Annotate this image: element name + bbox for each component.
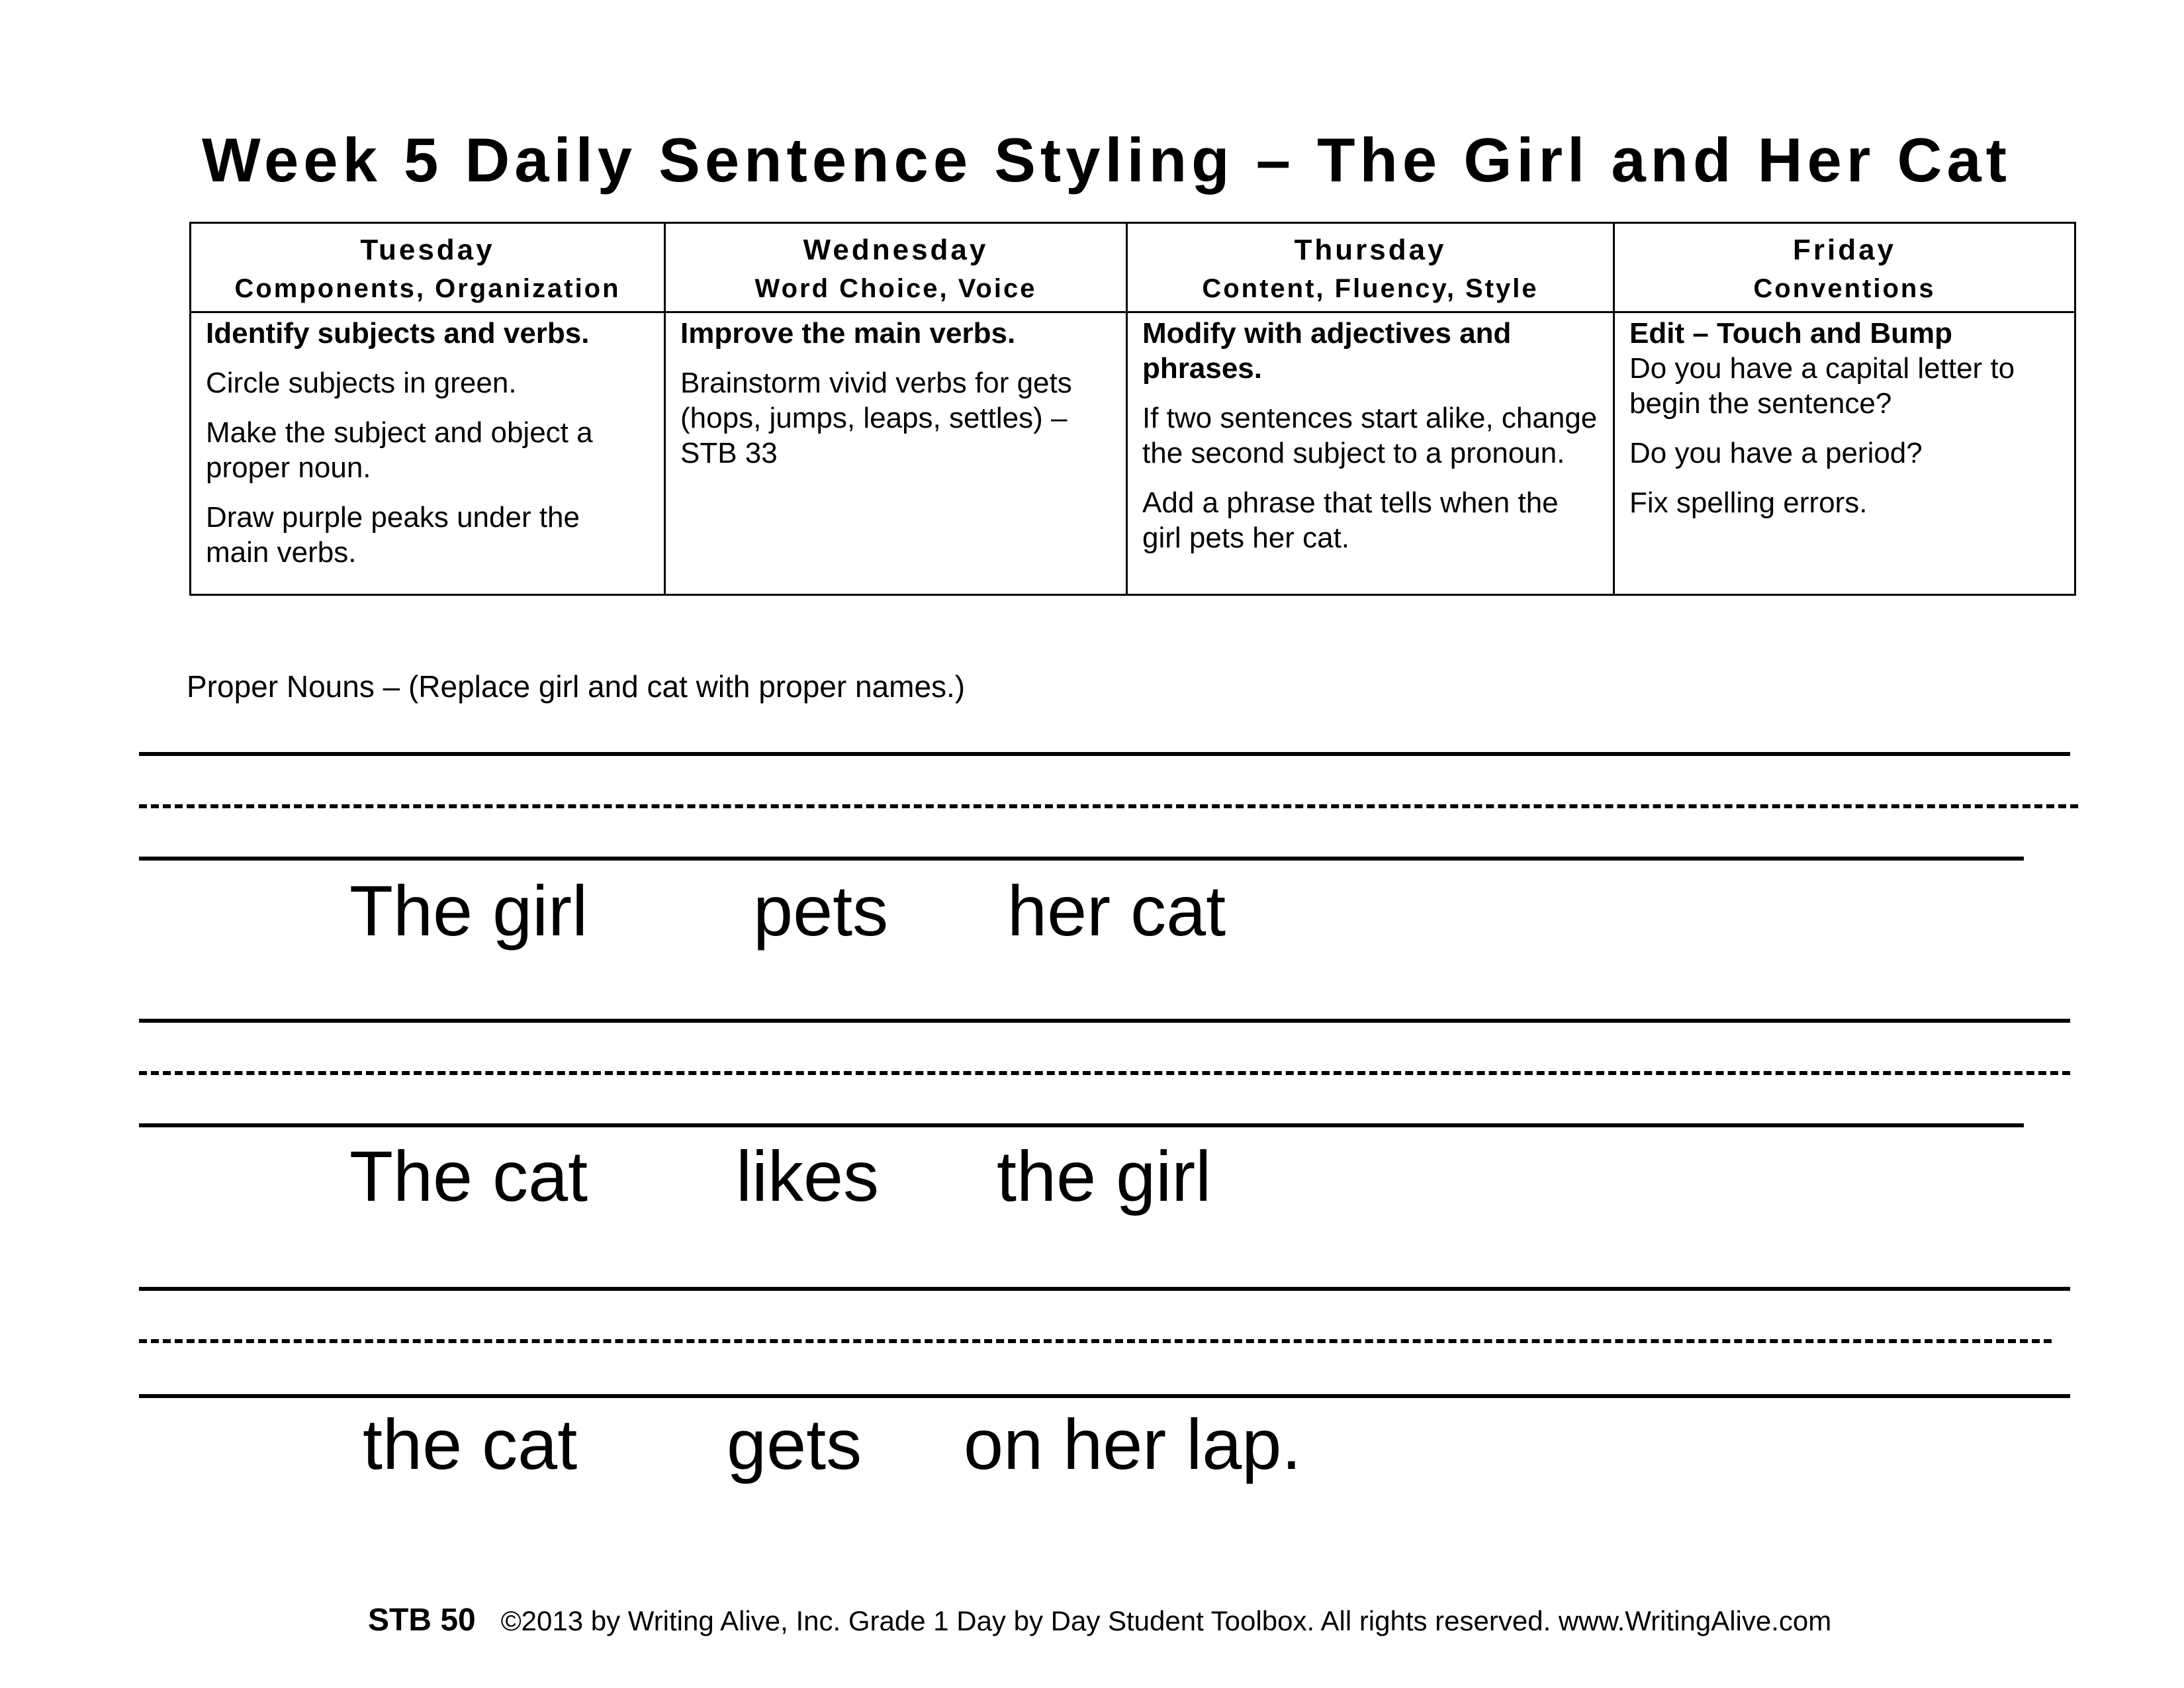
task-heading: Edit – Touch and Bump [1629,317,1953,350]
task-heading: Modify with adjectives and phrases. [1142,317,1512,385]
day-label: Wednesday [803,234,989,266]
writing-base-line [139,857,2024,861]
header-wednesday [665,223,1127,312]
weekly-plan-table [189,222,2076,596]
writing-top-line [139,1019,2070,1023]
cell-friday [1614,312,2075,595]
sentence-verb: pets [753,870,889,951]
instruction: If two sentences start alike, change the second subject to a pronoun. [1142,402,1598,469]
cell-thursday [1127,312,1614,595]
footer [368,1602,1831,1638]
sentence-verb: likes [736,1136,880,1216]
header-thursday [1127,223,1614,312]
sentence-subject: the cat [363,1404,578,1484]
day-label: Tuesday [360,234,495,266]
instruction: Brainstorm vivid verbs for gets (hops, jumps, leaps, settles) – STB 33 [680,367,1072,469]
instruction: Fix spelling errors. [1629,487,1868,519]
writing-top-line [139,752,2070,756]
header-tuesday [191,223,665,312]
sentence-rest: her cat [1007,870,1226,951]
copyright-text: ©2013 by Writing Alive, Inc. Grade 1 Day by Day Student Toolbox. All rights reserved. www.WritingAlive.com [500,1605,1832,1636]
writing-top-line [139,1287,2070,1291]
focus-label: Components, Organization [234,274,621,303]
focus-label: Content, Fluency, Style [1202,274,1539,303]
task-heading: Improve the main verbs. [680,317,1016,350]
page-code: STB 50 [368,1603,476,1638]
instruction: Add a phrase that tells when the girl pets her cat. [1142,487,1559,554]
task-heading: Identify subjects and verbs. [206,317,590,350]
page-title: Week 5 Daily Sentence Styling – The Girl and Her Cat [202,125,2011,195]
instruction: Circle subjects in green. [206,367,517,399]
table-header-row [191,223,2075,312]
instruction: Do you have a period? [1629,437,1923,469]
table-body-row [191,312,2075,595]
cell-tuesday [191,312,665,595]
day-label: Thursday [1294,234,1447,266]
focus-label: Conventions [1753,274,1936,303]
instruction: Do you have a capital letter to begin the sentence? [1629,352,2015,420]
sentence-rest: the girl [997,1136,1212,1216]
day-label: Friday [1792,234,1897,266]
sentence-subject: The girl [349,870,588,951]
instruction: Draw purple peaks under the main verbs. [206,501,580,569]
header-friday [1614,223,2075,312]
proper-nouns-prompt: Proper Nouns – (Replace girl and cat with proper names.) [187,669,966,704]
focus-label: Word Choice, Voice [754,274,1037,303]
writing-base-line [139,1123,2024,1127]
sentence-verb: gets [727,1404,862,1484]
writing-midline [139,804,2078,808]
writing-midline [139,1071,2070,1075]
cell-wednesday [665,312,1127,595]
writing-base-line [139,1394,2070,1398]
sentence-rest: on her lap. [964,1404,1302,1484]
writing-midline [139,1339,2052,1343]
instruction: Make the subject and object a proper noun. [206,416,593,484]
sentence-subject: The cat [349,1136,588,1216]
